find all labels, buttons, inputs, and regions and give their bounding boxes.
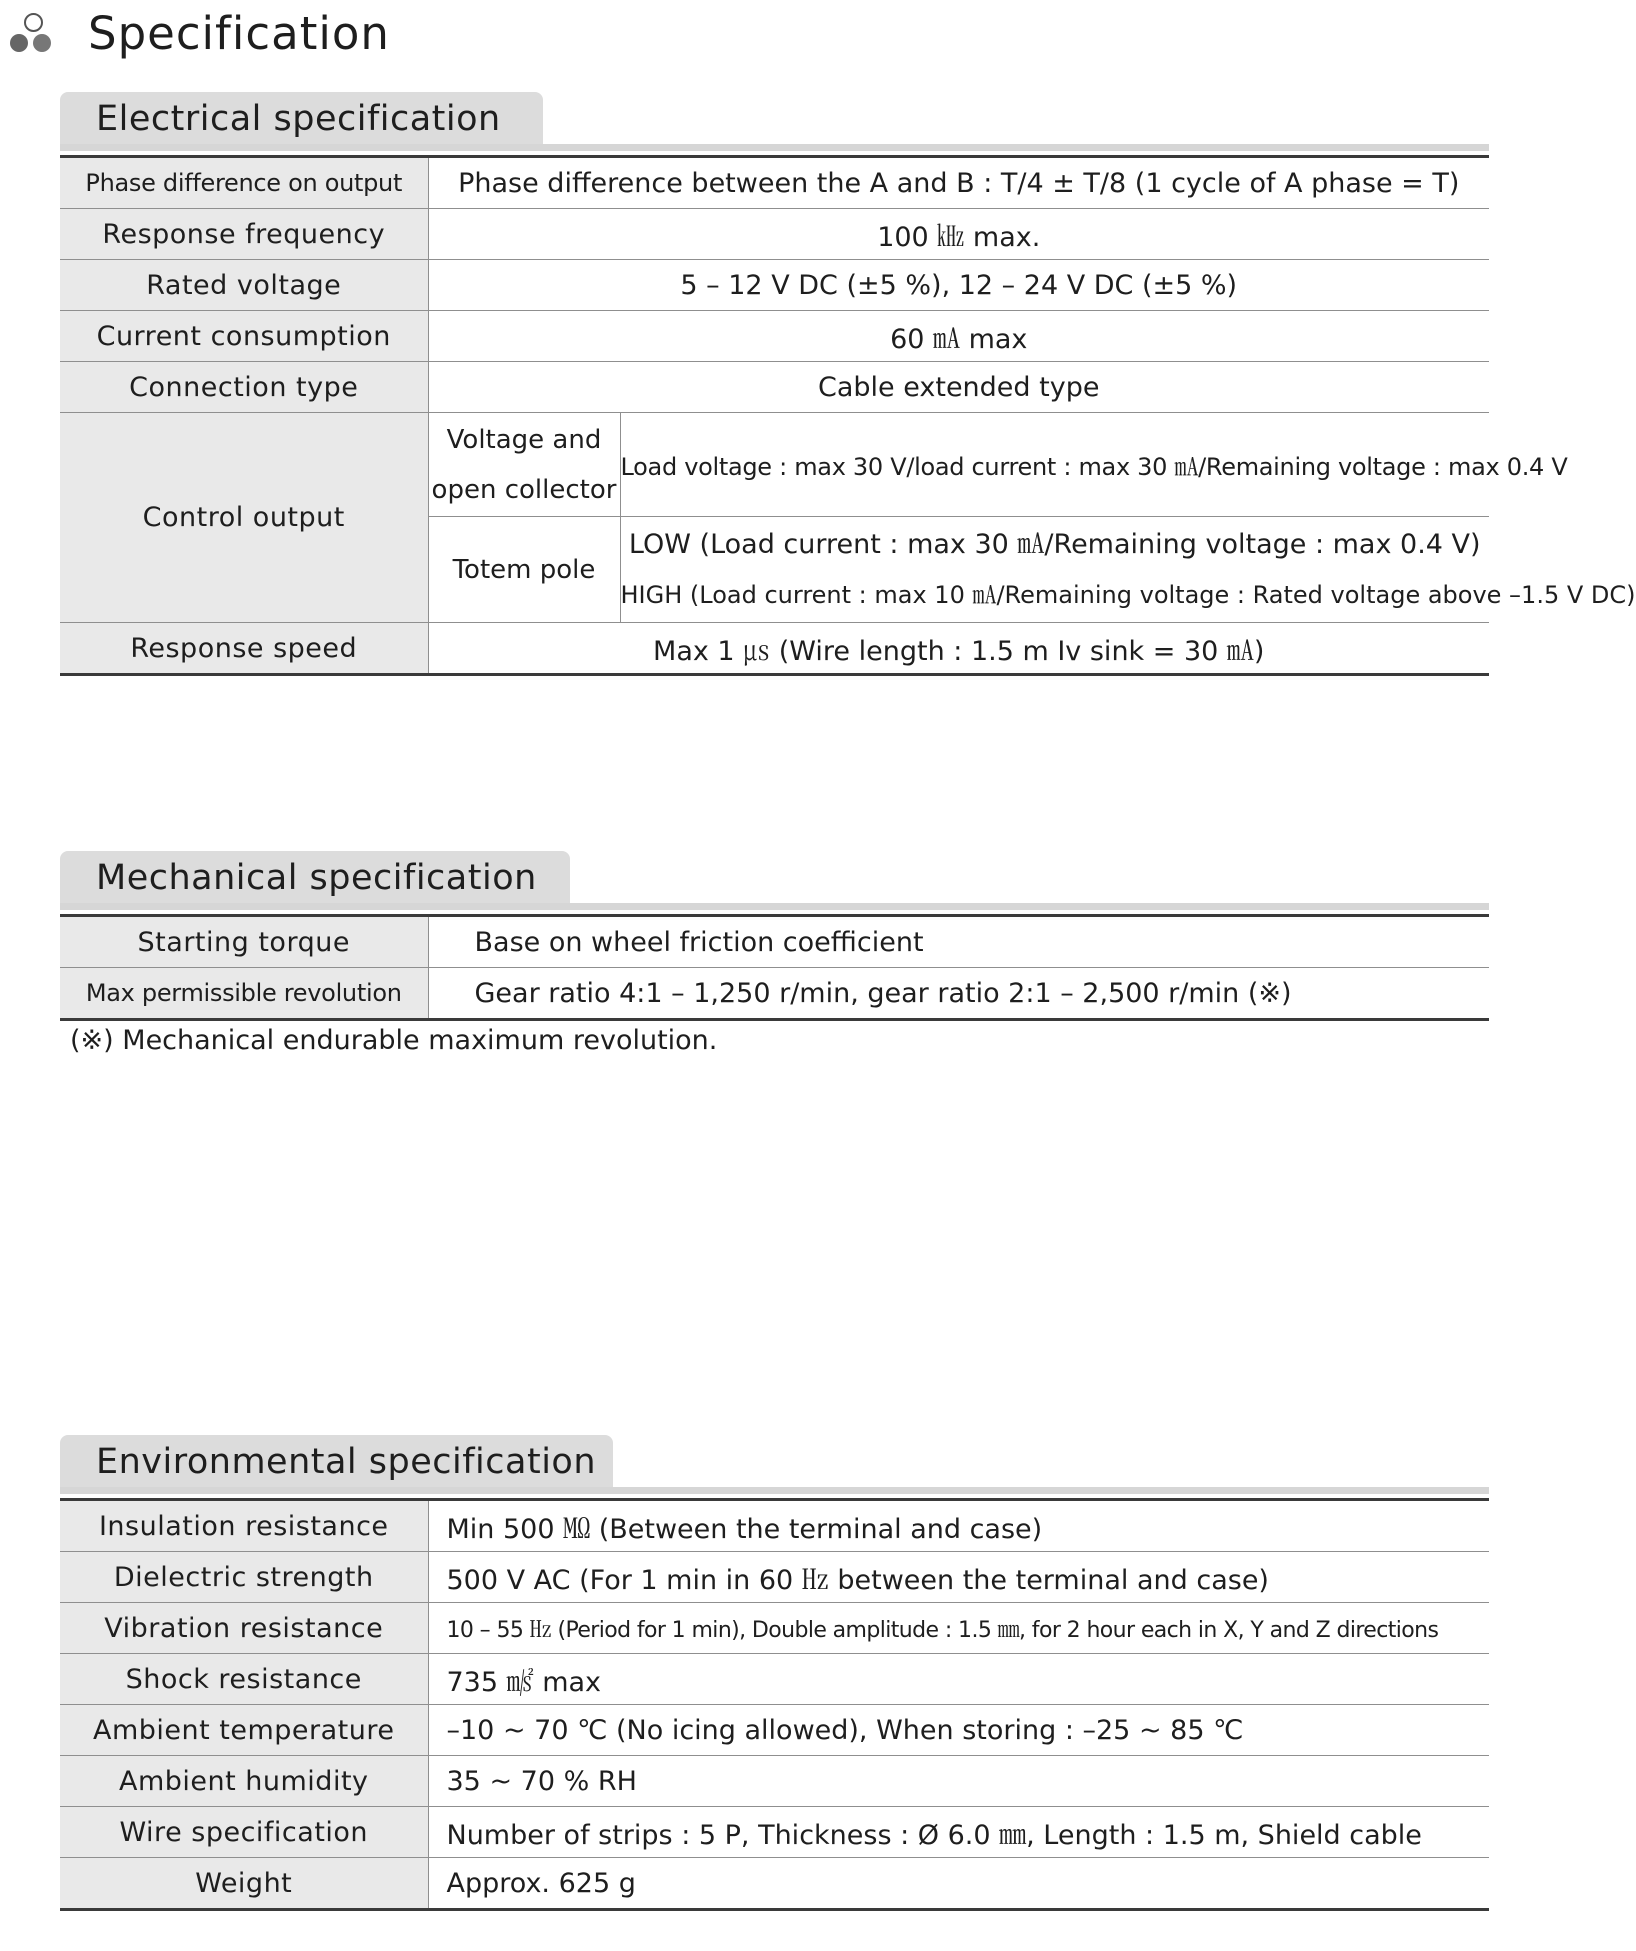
bullet-dots-icon: [8, 9, 64, 57]
row-value: 500 V AC (For 1 min in 60 ㎐ between the terminal and case): [428, 1552, 1489, 1603]
row-label: Vibration resistance: [60, 1603, 428, 1654]
table-row: [60, 1603, 1489, 1654]
table-row: [60, 413, 1489, 517]
row-value: Base on wheel friction coefficient: [428, 917, 1489, 968]
row-label: Ambient temperature: [60, 1705, 428, 1756]
section-heading: Electrical specification: [60, 92, 543, 144]
table-row: [60, 1552, 1489, 1603]
table-row: [60, 260, 1489, 311]
row-value: –10 ~ 70 ℃ (No icing allowed), When storing : –25 ~ 85 ℃: [428, 1705, 1489, 1756]
totem-low: LOW (Load current : max 30 ㎃/Remaining voltage : max 0.4 V): [628, 528, 1481, 560]
row-label: Response speed: [60, 623, 428, 675]
row-value: Approx. 625 g: [428, 1858, 1489, 1910]
sub-label: Voltage and open collector: [428, 413, 620, 517]
row-value: Max 1 ㎲ (Wire length : 1.5 m Iv sink = 30 ㎃): [428, 623, 1489, 675]
row-value: [620, 517, 1636, 623]
row-label: Connection type: [60, 362, 428, 413]
row-value: Phase difference between the A and B : T/4 ± T/8 (1 cycle of A phase = T): [428, 158, 1489, 209]
sub-label: Totem pole: [428, 517, 620, 623]
table-row: [60, 209, 1489, 260]
totem-high: HIGH (Load current : max 10 ㎃/Remaining voltage : Rated voltage above –1.5 V DC): [620, 580, 1636, 609]
row-value: 10 – 55 ㎐ (Period for 1 min), Double amplitude : 1.5 ㎜, for 2 hour each in X, Y and Z directions: [428, 1603, 1489, 1654]
environmental-section: [60, 1435, 1489, 1911]
mechanical-table: [60, 917, 1489, 1021]
row-value: 5 – 12 V DC (±5 %), 12 – 24 V DC (±5 %): [428, 260, 1489, 311]
row-label: Ambient humidity: [60, 1756, 428, 1807]
table-row: [60, 362, 1489, 413]
page-title: Specification: [88, 6, 390, 60]
row-label: Control output: [60, 413, 428, 623]
row-label: Max permissible revolution: [60, 968, 428, 1020]
row-label: Weight: [60, 1858, 428, 1910]
electrical-section: [60, 92, 1636, 676]
electrical-table: [60, 158, 1636, 676]
page-header: [8, 8, 390, 58]
row-label: Insulation resistance: [60, 1501, 428, 1552]
row-label: Response frequency: [60, 209, 428, 260]
section-heading: Environmental specification: [60, 1435, 613, 1487]
row-value: Number of strips : 5 P, Thickness : Ø 6.0 ㎜, Length : 1.5 m, Shield cable: [428, 1807, 1489, 1858]
row-label: Phase difference on output: [60, 158, 428, 209]
row-label: Current consumption: [60, 311, 428, 362]
row-value: Min 500 ㏁ (Between the terminal and case): [428, 1501, 1489, 1552]
table-row: [60, 623, 1489, 675]
row-value: 35 ~ 70 % RH: [428, 1756, 1489, 1807]
row-value: Load voltage : max 30 V/load current : max 30 ㎃/Remaining voltage : max 0.4 V: [620, 413, 1489, 517]
table-row: [60, 1807, 1489, 1858]
mechanical-section: [60, 851, 1489, 1021]
environmental-table: [60, 1501, 1489, 1911]
table-row: [60, 1654, 1489, 1705]
row-label: Rated voltage: [60, 260, 428, 311]
table-row: [60, 1705, 1489, 1756]
row-value: Cable extended type: [428, 362, 1489, 413]
row-label: Starting torque: [60, 917, 428, 968]
table-row: [60, 311, 1489, 362]
footnote: (※) Mechanical endurable maximum revolution.: [70, 1025, 718, 1056]
row-value: 735 ㎨ max: [428, 1654, 1489, 1705]
table-row: [60, 1756, 1489, 1807]
row-label: Dielectric strength: [60, 1552, 428, 1603]
table-row: [60, 1501, 1489, 1552]
row-value: 100 ㎑ max.: [428, 209, 1489, 260]
table-row: [60, 158, 1489, 209]
row-value: 60 ㎃ max: [428, 311, 1489, 362]
section-heading: Mechanical specification: [60, 851, 570, 903]
table-row: [60, 1858, 1489, 1910]
table-row: [60, 917, 1489, 968]
table-row: [60, 968, 1489, 1020]
row-label: Wire specification: [60, 1807, 428, 1858]
row-value: Gear ratio 4:1 – 1,250 r/min, gear ratio 2:1 – 2,500 r/min (※): [428, 968, 1489, 1020]
row-label: Shock resistance: [60, 1654, 428, 1705]
